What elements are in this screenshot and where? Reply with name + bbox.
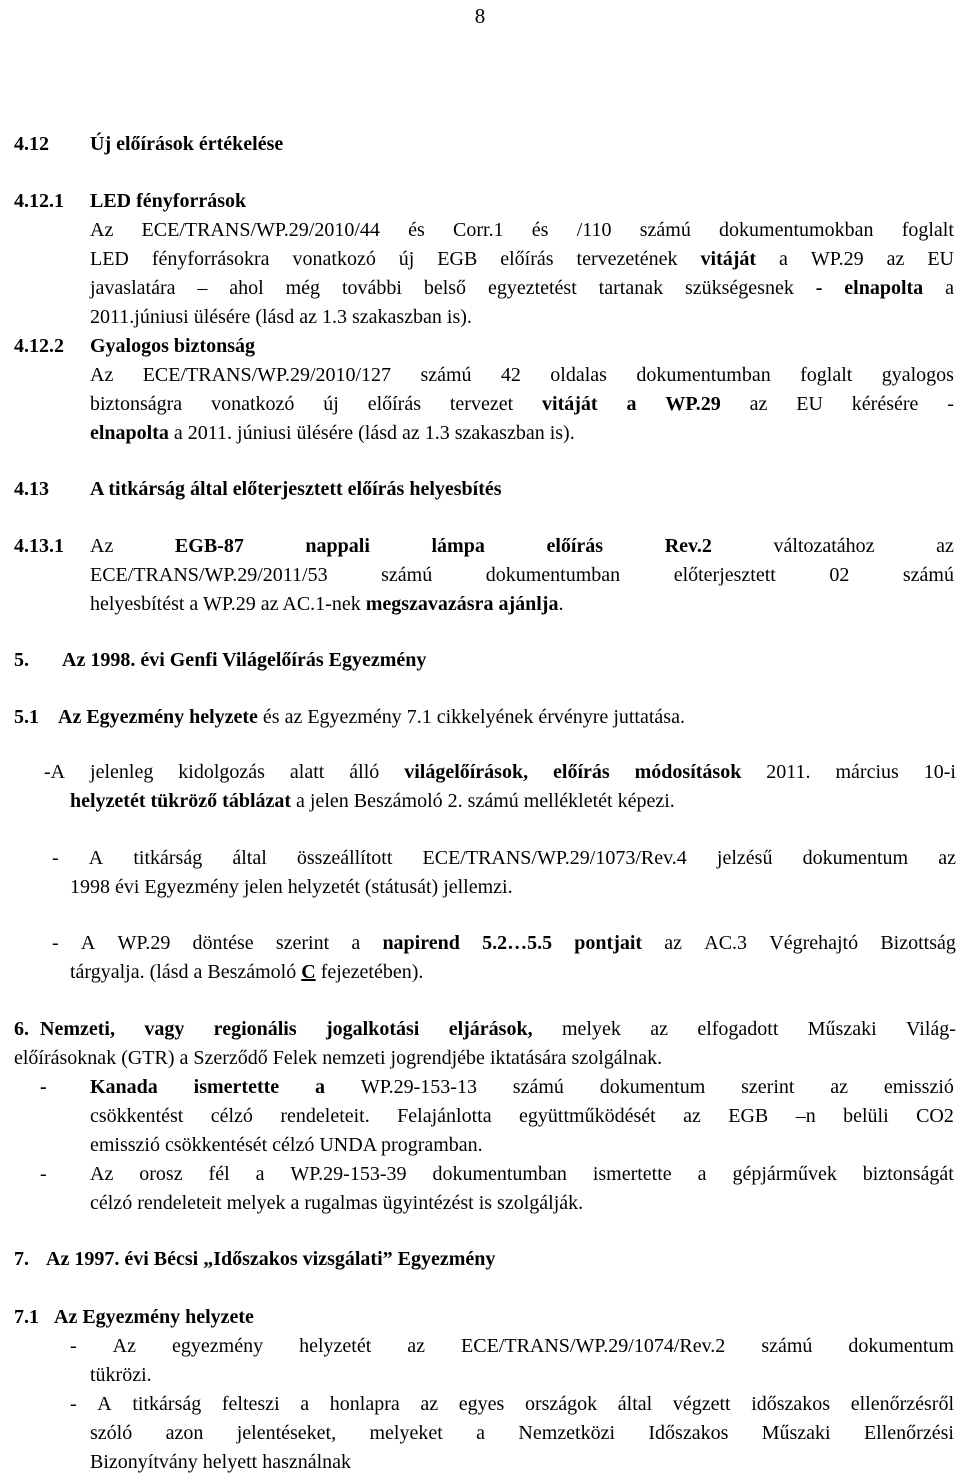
text-line — [70, 958, 423, 987]
text-run: a — [697, 1163, 707, 1185]
section-5-1-item-1-cont — [70, 787, 675, 816]
section-4-12-title: Új előírások értékelése — [90, 133, 284, 155]
text-run: az — [650, 1018, 668, 1040]
text-line — [90, 274, 954, 303]
text-run: döntése — [192, 932, 254, 954]
text-line — [70, 1332, 954, 1361]
text-run: Az — [90, 364, 114, 386]
text-line — [90, 303, 954, 332]
section-7-1-number: 7.1 — [14, 1306, 39, 1328]
text-run: WP.29-153-13 — [360, 1076, 477, 1098]
text-run-bold: vitáját — [542, 393, 598, 415]
text-run: számú — [420, 364, 472, 386]
text-run-bold: regionális — [213, 1018, 297, 1040]
section-5-1-heading — [14, 703, 685, 732]
section-4-12-2-number: 4.12.2 — [14, 335, 64, 357]
text-run: – — [197, 277, 208, 299]
section-5-1-item-2-cont — [70, 873, 513, 902]
text-run-bold: elnapolta — [90, 422, 169, 444]
text-run: EU — [927, 248, 954, 270]
section-5-1-title-rest: és az Egyezmény 7.1 cikkelyének érvényre juttatása. — [257, 706, 685, 728]
section-7-1-item-1 — [70, 1332, 954, 1361]
text-line — [40, 1015, 956, 1044]
text-run-bold: megszavazásra ajánlja — [365, 593, 559, 615]
text-run-bold: EGB-87 — [174, 535, 244, 557]
text-run: által — [232, 847, 267, 869]
text-run: WP.29 — [810, 248, 864, 270]
text-run: az — [683, 1105, 701, 1127]
text-run: gépjárművek — [732, 1163, 837, 1185]
section-5-1-item-3 — [52, 929, 956, 958]
text-line — [52, 929, 956, 958]
text-run: alatt — [289, 761, 325, 783]
section-5-title: Az 1998. évi Genfi Világelőírás Egyezmény — [62, 649, 427, 671]
text-run: összeállított — [296, 847, 393, 869]
section-4-12-1-body — [90, 216, 954, 332]
section-5-number: 5. — [14, 649, 29, 671]
text-run: Műszaki — [807, 1018, 877, 1040]
text-run-bold: nappali — [305, 535, 370, 557]
section-4-12-number: 4.12 — [14, 133, 49, 155]
text-run: rendeleteit. — [280, 1105, 370, 1127]
text-run: időszakos — [751, 1393, 831, 1415]
section-4-13-1-body — [90, 532, 954, 619]
text-run: és — [408, 219, 425, 241]
text-run: ECE/TRANS/WP.29/2010/44 — [141, 219, 380, 241]
text-run: Időszakos — [648, 1422, 729, 1444]
text-run: helyesbítést a WP.29 az AC.1-nek — [90, 593, 366, 615]
text-run: a — [300, 1393, 310, 1415]
text-run: Világ- — [906, 1018, 956, 1040]
text-run: egyes — [458, 1393, 505, 1415]
text-run: Bizonyítvány helyett használnak — [90, 1451, 352, 1473]
text-run: felteszi — [221, 1393, 280, 1415]
text-run-bold: lámpa — [431, 535, 485, 557]
text-run-bold: C — [301, 961, 316, 983]
text-run-bold: elnapolta — [844, 277, 924, 299]
text-run: Corr.1 — [453, 219, 504, 241]
text-run: szerint — [741, 1076, 795, 1098]
section-7-1-item-1-cont — [90, 1361, 152, 1390]
text-run-bold: 5.2…5.5 — [482, 932, 553, 954]
text-run: jelenleg — [90, 761, 154, 783]
text-run-bold: jogalkotási — [326, 1018, 420, 1040]
text-run: orosz — [139, 1163, 183, 1185]
text-run: 1998 évi Egyezmény jelen helyzetét (státusát) jellemzi. — [70, 876, 513, 898]
text-run: titkárság — [132, 1393, 202, 1415]
text-run: az — [407, 1335, 426, 1357]
text-run: jelzésű — [716, 847, 773, 869]
text-run: Felajánlotta — [397, 1105, 492, 1127]
text-run: 42 — [500, 364, 521, 386]
text-run: szerint — [275, 932, 330, 954]
text-run: Végrehajtó — [769, 932, 859, 954]
section-4-13-number: 4.13 — [14, 478, 49, 500]
text-run: a — [945, 277, 954, 299]
section-4-12-1-number: 4.12.1 — [14, 190, 64, 212]
text-run: 02 — [829, 564, 850, 586]
text-run-bold: WP.29 — [665, 393, 721, 415]
text-line — [90, 1131, 954, 1160]
text-run: WP.29 — [117, 932, 171, 954]
text-run: Nemzetközi — [518, 1422, 616, 1444]
text-run: titkárság — [133, 847, 203, 869]
section-4-13-title: A titkárság által előterjesztett előírás helyesbítés — [90, 478, 502, 500]
section-5-1-item-3-cont — [70, 958, 423, 987]
text-run: az — [886, 248, 905, 270]
text-run: - — [70, 1393, 77, 1415]
text-run: előírásoknak (GTR) a Szerződő Felek nemzeti jogrendjébe iktatására szolgálnak. — [14, 1047, 663, 1069]
text-run: fényforrásokra — [151, 248, 270, 270]
section-4-12-2-body — [90, 361, 954, 448]
text-run: szükségesnek — [684, 277, 794, 299]
text-run: csökkentést — [90, 1105, 184, 1127]
section-7-1-item-2 — [70, 1390, 954, 1419]
text-run: a — [476, 1422, 486, 1444]
text-run: a — [351, 932, 361, 954]
text-run: belüli — [843, 1105, 889, 1127]
text-run: előírás — [367, 393, 421, 415]
text-run: tartanak — [598, 277, 664, 299]
text-run: Az — [112, 1335, 136, 1357]
text-run: további — [341, 277, 402, 299]
text-line — [90, 590, 954, 619]
text-run: elfogadott — [697, 1018, 779, 1040]
text-run: - — [947, 393, 954, 415]
text-run: március — [835, 761, 899, 783]
text-run-bold: előírás — [553, 761, 610, 783]
text-line — [90, 216, 954, 245]
text-run: emisszió csökkentését célzó UNDA programban. — [90, 1134, 483, 1156]
text-run-bold: vitáját — [700, 248, 757, 270]
text-run: országok — [524, 1393, 598, 1415]
text-run: Ellenőrzési — [863, 1422, 954, 1444]
text-run: ellenőrzésről — [850, 1393, 954, 1415]
text-run: 2011. — [766, 761, 811, 783]
text-run: jelentéseket, — [236, 1422, 337, 1444]
text-run: -A — [44, 761, 66, 783]
text-run: dokumentumban — [485, 564, 621, 586]
text-run: 10-i — [923, 761, 956, 783]
text-run-bold: eljárások, — [448, 1018, 533, 1040]
text-run: célzó — [210, 1105, 253, 1127]
text-run: /110 — [576, 219, 612, 241]
text-line — [90, 1073, 954, 1102]
text-run: Az — [90, 1163, 114, 1185]
text-run: ismertette — [592, 1163, 672, 1185]
text-line — [90, 1160, 954, 1189]
section-6-bullet-2 — [90, 1160, 954, 1218]
text-run: AC.3 — [704, 932, 748, 954]
text-run: EGB — [728, 1105, 769, 1127]
text-run: tervezet — [449, 393, 514, 415]
text-run: fejezetében). — [315, 961, 424, 983]
section-6-bullet-1 — [90, 1073, 954, 1160]
text-run: tárgyalja. (lásd a Beszámoló — [70, 961, 302, 983]
bullet-dash: - — [40, 1163, 47, 1185]
text-line — [90, 1361, 152, 1390]
text-run-bold: helyzetét tükröző táblázat — [70, 790, 292, 812]
text-run-bold: - — [815, 277, 823, 299]
text-run: –n — [795, 1105, 816, 1127]
text-run: az — [420, 1393, 439, 1415]
text-run: gyalogos — [881, 364, 954, 386]
text-run: Bizottság — [880, 932, 956, 954]
section-6-body-cont — [14, 1044, 662, 1073]
text-run: ECE/TRANS/WP.29/1073/Rev.4 — [422, 847, 687, 869]
text-line — [44, 758, 956, 787]
text-line — [52, 844, 956, 873]
text-run: vonatkozó — [211, 393, 295, 415]
text-run: változatához — [773, 535, 875, 557]
text-run: dokumentum — [848, 1335, 954, 1357]
text-run: a 2011. júniusi ülésére (lásd az 1.3 szakaszban is). — [168, 422, 575, 444]
text-run: melyeket — [369, 1422, 443, 1444]
text-run: belső — [423, 277, 467, 299]
text-run: egyeztetést — [487, 277, 577, 299]
text-run: az — [938, 847, 956, 869]
text-run: együttműködését — [519, 1105, 656, 1127]
section-6-body — [40, 1015, 956, 1044]
text-line — [90, 361, 954, 390]
text-run-bold: vagy — [144, 1018, 185, 1040]
text-run-bold: napirend — [382, 932, 460, 954]
text-run: Az — [90, 535, 114, 557]
text-run-bold: a — [315, 1076, 325, 1098]
section-4-12-1-title: LED fényforrások — [90, 190, 247, 212]
text-run-bold: világelőírások, — [404, 761, 529, 783]
text-run: biztonságát — [862, 1163, 954, 1185]
section-5-1-title-bold: Az Egyezmény helyzete — [58, 706, 258, 728]
text-run: dokumentum — [802, 847, 909, 869]
text-run: WP.29-153-39 — [290, 1163, 407, 1185]
text-run: még — [285, 277, 321, 299]
text-run: új — [323, 393, 339, 415]
text-line — [90, 532, 954, 561]
text-line — [90, 1419, 954, 1448]
text-run: foglalt — [800, 364, 853, 386]
text-run: biztonságra — [90, 393, 183, 415]
text-run: kidolgozás — [178, 761, 265, 783]
text-run: dokumentumban — [432, 1163, 567, 1185]
text-run: emisszió — [883, 1076, 954, 1098]
section-7-1-title: Az Egyezmény helyzete — [54, 1306, 254, 1328]
text-run: ECE/TRANS/WP.29/1074/Rev.2 — [461, 1335, 726, 1357]
text-run: az — [830, 1076, 849, 1098]
text-run: ECE/TRANS/WP.29/2011/53 — [90, 564, 328, 586]
text-run: az — [749, 393, 768, 415]
text-run: dokumentumban — [636, 364, 771, 386]
text-run: . — [558, 593, 564, 615]
text-run: végzett — [672, 1393, 731, 1415]
text-run: - — [70, 1335, 77, 1357]
section-4-12-2-title: Gyalogos biztonság — [90, 335, 256, 357]
text-run-bold: Kanada — [90, 1076, 158, 1098]
text-run: A — [80, 932, 96, 954]
section-7-number: 7. — [14, 1248, 29, 1270]
text-run: oldalas — [550, 364, 607, 386]
section-6-number: 6. — [14, 1018, 29, 1040]
text-run: A — [97, 1393, 112, 1415]
text-run-bold: ismertette — [193, 1076, 280, 1098]
text-run: EGB — [437, 248, 478, 270]
text-run: és — [531, 219, 549, 241]
text-run: dokumentum — [599, 1076, 706, 1098]
text-line — [14, 1044, 662, 1073]
text-run: számú — [381, 564, 433, 586]
text-run: javaslatára — [90, 277, 176, 299]
text-run: előírás — [500, 248, 554, 270]
section-5-1-number: 5.1 — [14, 706, 39, 728]
text-run: tükrözi. — [90, 1364, 152, 1386]
text-run: számú — [902, 564, 954, 586]
bullet-dash: - — [40, 1076, 47, 1098]
text-line — [90, 1448, 954, 1477]
text-run-bold: módosítások — [634, 761, 742, 783]
text-run: azon — [165, 1422, 204, 1444]
text-run: Műszaki — [761, 1422, 831, 1444]
text-line — [70, 787, 675, 816]
section-7-title: Az 1997. évi Bécsi „Időszakos vizsgálati” Egyezmény — [46, 1248, 496, 1270]
text-run: az — [936, 535, 954, 557]
section-5-1-item-1 — [44, 758, 956, 787]
text-run: EU — [796, 393, 823, 415]
text-run: - — [52, 847, 59, 869]
text-line — [90, 245, 954, 274]
text-run-bold: Rev.2 — [664, 535, 712, 557]
text-run: a jelen Beszámoló 2. számú mellékletét képezi. — [291, 790, 675, 812]
text-run: előterjesztett — [673, 564, 776, 586]
text-run: kérésére — [851, 393, 919, 415]
text-run-bold: Nemzeti, — [40, 1018, 115, 1040]
text-run: álló — [349, 761, 380, 783]
text-line — [70, 873, 513, 902]
text-run: CO2 — [916, 1105, 954, 1127]
text-run: új — [398, 248, 415, 270]
text-run: számú — [512, 1076, 564, 1098]
page-number: 8 — [474, 4, 486, 28]
text-run: dokumentumokban — [719, 219, 874, 241]
text-run: a — [255, 1163, 265, 1185]
text-run: szóló — [90, 1422, 133, 1444]
text-run: foglalt — [901, 219, 954, 241]
text-run: vonatkozó — [292, 248, 376, 270]
text-run: a — [779, 248, 788, 270]
text-line — [90, 1102, 954, 1131]
text-run: számú — [639, 219, 691, 241]
text-line — [90, 1189, 954, 1218]
text-run: az — [664, 932, 683, 954]
section-7-1-item-2-cont — [90, 1419, 954, 1477]
text-run: helyzetét — [299, 1335, 372, 1357]
text-run: ECE/TRANS/WP.29/2010/127 — [142, 364, 392, 386]
text-line — [90, 390, 954, 419]
text-line — [90, 419, 954, 448]
text-run: számú — [761, 1335, 813, 1357]
text-run: tervezetének — [576, 248, 678, 270]
text-run-bold: pontjait — [574, 932, 643, 954]
text-run: ahol — [229, 277, 264, 299]
text-line — [90, 561, 954, 590]
text-run: egyezmény — [172, 1335, 264, 1357]
text-run: melyek — [561, 1018, 621, 1040]
text-run: fél — [208, 1163, 230, 1185]
text-run: - — [52, 932, 59, 954]
text-run: A — [88, 847, 104, 869]
text-run: által — [617, 1393, 653, 1415]
text-run: honlapra — [329, 1393, 400, 1415]
section-5-1-item-2 — [52, 844, 956, 873]
section-4-13-1-number: 4.13.1 — [14, 535, 64, 557]
text-run-bold: a — [626, 393, 637, 415]
text-run: Az — [90, 219, 114, 241]
text-run: LED — [90, 248, 129, 270]
text-run-bold: előírás — [546, 535, 604, 557]
text-line — [70, 1390, 954, 1419]
text-run: 2011.júniusi ülésére (lásd az 1.3 szakaszban is). — [90, 306, 472, 328]
text-run: célzó rendeleteit melyek a rugalmas ügyintézést is szolgálják. — [90, 1192, 584, 1214]
